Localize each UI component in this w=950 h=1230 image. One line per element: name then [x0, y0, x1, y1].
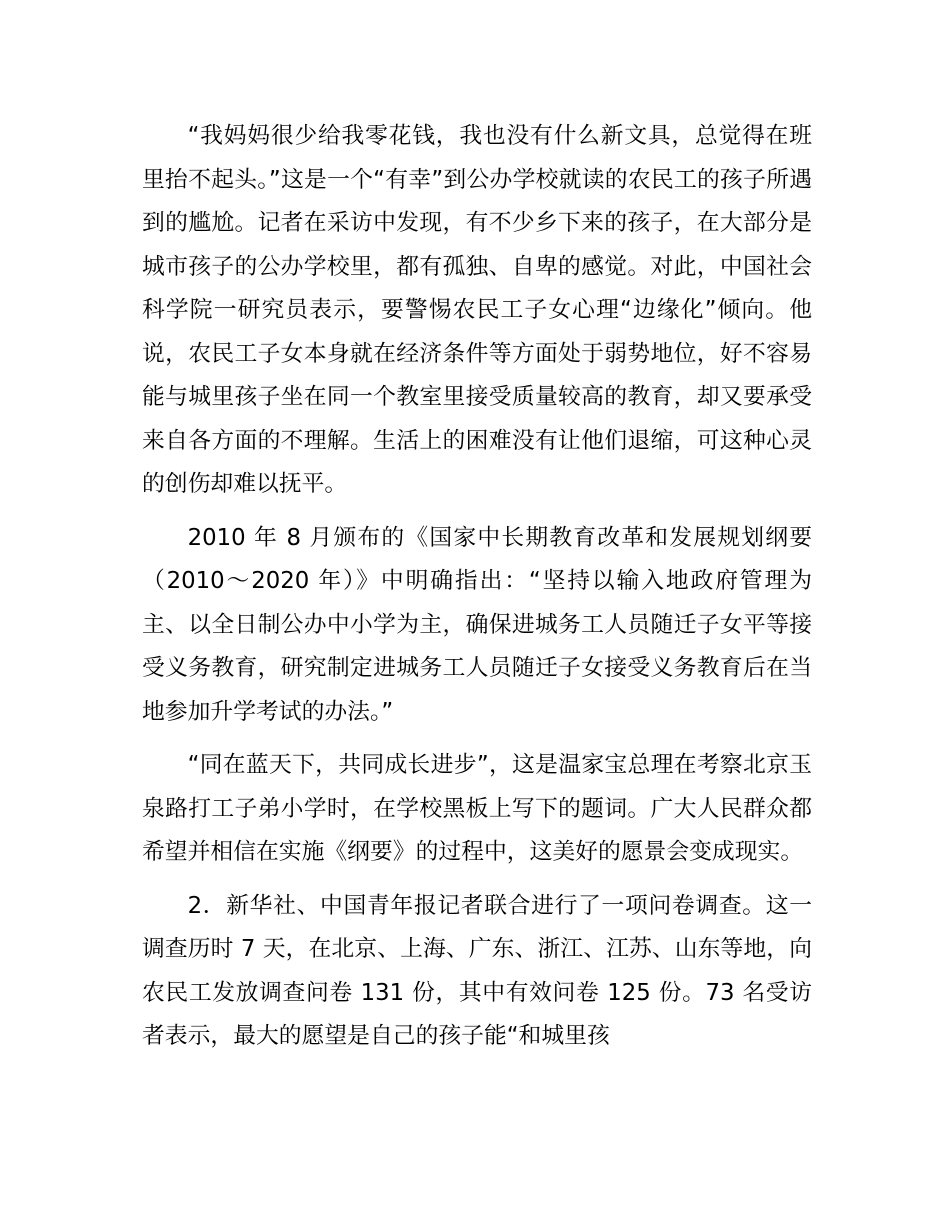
- paragraph-education-plan-outline: 2010 年 8 月颁布的《国家中长期教育改革和发展规划纲要（2010～2020 年）》中明确指出：“坚持以输入地政府管理为主、以全日制公办中小学为主，确保进城务工人员随迁子女平等接受义务教育，研究制定进城务工人员随迁子女接受义务教育后在当地参加升学考试的办法。”: [142, 524, 812, 725]
- paragraph-migrant-children-feelings: “我妈妈很少给我零花钱，我也没有什么新文具，总觉得在班里抬不起头。”这是一个“有幸”到公办学校就读的农民工的孩子所遇到的尴尬。记者在采访中发现，有不少乡下来的孩子，在大部分是城市孩子的公办学校里，都有孤独、自卑的感觉。对此，中国社会科学院一研究员表示，要警惕农民工子女心理“边缘化”倾向。他说，农民工子女本身就在经济条件等方面处于弱势地位，好不容易能与城里孩子坐在同一个教室里接受质量较高的教育，却又要承受来自各方面的不理解。生活上的困难没有让他们退缩，可这种心灵的创伤却难以抚平。: [142, 123, 812, 497]
- paragraph-premier-inscription: “同在蓝天下，共同成长进步”，这是温家宝总理在考察北京玉泉路打工子弟小学时，在学校黑板上写下的题词。广大人民群众都希望并相信在实施《纲要》的过程中，这美好的愿景会变成现实。: [142, 752, 812, 865]
- paragraph-survey-item-2: 2．新华社、中国青年报记者联合进行了一项问卷调查。这一调查历时 7 天，在北京、上海、广东、浙江、江苏、山东等地，向农民工发放调查问卷 131 份，其中有效问卷 125 份。73 名受访者表示，最大的愿望是自己的孩子能“和城里孩: [142, 892, 812, 1049]
- document-body: [142, 115, 812, 1069]
